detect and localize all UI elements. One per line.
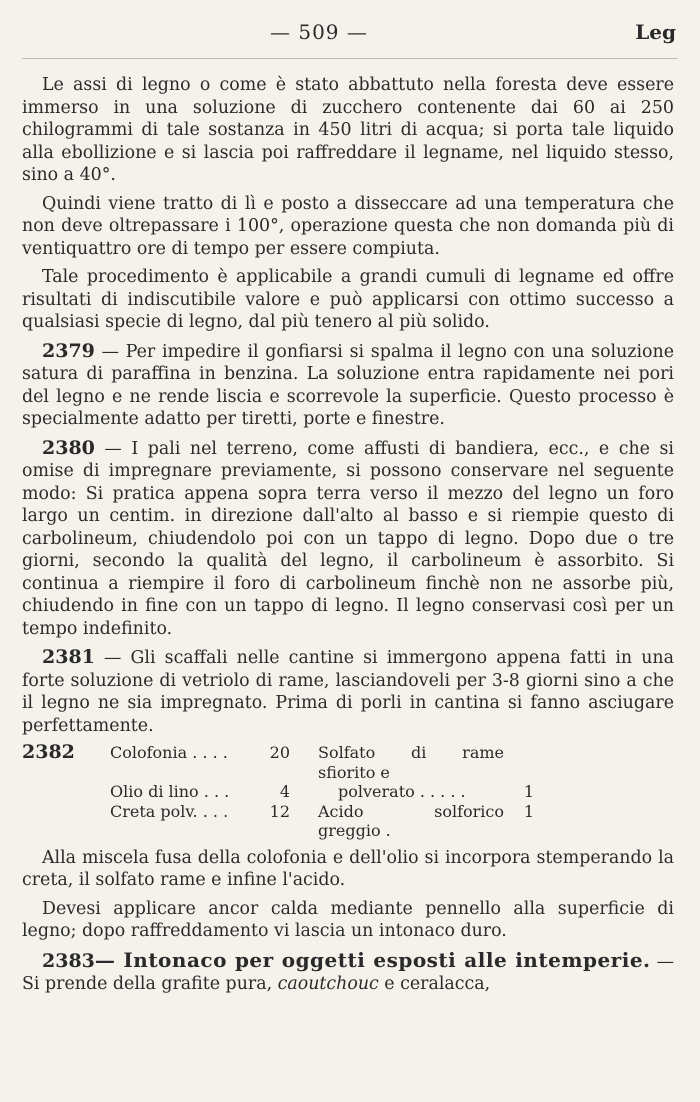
header-rule (22, 58, 678, 59)
ingredient-name: Olio di lino . . . (110, 782, 230, 801)
entry-number: 2383 (42, 949, 95, 972)
paragraph: Devesi applicare ancor calda mediante pennello alla superficie di legno; dopo raffreddamento vi lascia un intonaco duro. (22, 898, 674, 941)
paragraph: Alla miscela fusa della colofonia e dell'olio si incorpora stemperando la creta, il solfato rame e infine l'acido. (22, 847, 674, 890)
ingredient-qty: 12 (269, 801, 290, 821)
entry-title: — Intonaco per oggetti esposti alle intemperie. (94, 947, 651, 972)
ingredient-qty: 4 (279, 782, 290, 801)
ingredient-qty: 20 (269, 743, 290, 762)
entry-text: e ceralacca, (378, 974, 491, 994)
entry-2381 (22, 646, 674, 737)
ingredient-name: polverato . . . . . (338, 782, 466, 801)
entry-text: — Per impedire il gonfiarsi si spalma il legno con una soluzione satura di paraffina in benzina. La soluzione entra rapidamente nei pori del legno e ne rende liscia e scorrevole la superficie. Questo processo è specialmente adatto per tiretti, porte e finestre. (22, 341, 674, 429)
entry-text: — Gli scaffali nelle cantine si immergono appena fatti in una forte soluzione di vetriolo di rame, lasciandoveli per 3-8 giorni sino a che il legno ne sia impregnato. Prima di porli in cantina si fanno asciugare perfettamente. (22, 648, 674, 736)
entry-text: — I pali nel terreno, come affusti di bandiera, ecc., e che si omise di impregnare previamente, si possono conservare nel seguente modo: Si pratica appena sopra terra verso il mezzo del legno un foro largo un centim. in direzione dall'alto al basso e si riempie questo di carbolineum, chiudendolo poi con un tappo di legno. Dopo due o tre giorni, secondo la qualità del legno, il carbolineum è assorbito. Si continua a riempire il foro di carbolineum finchè non ne assorbe più, chiudendo in fine con un tappo di legno. Il legno conservasi così per un tempo indefinito. (22, 438, 674, 639)
paragraph: Le assi di legno o come è stato abbattuto nella foresta deve essere immerso in una soluzione di zucchero contenente dai 60 ai 250 chilogrammi di tale sostanza in 450 litri di acqua; si porta tale liquido alla ebollizione e si lascia poi raffreddare il legname, nel liquido stesso, sino a 40°. (22, 75, 674, 185)
page-number: — 509 — (270, 20, 368, 44)
entry-number: 2382 (22, 741, 75, 763)
ingredient-name: Acido solforico greggio . (318, 801, 504, 840)
entry-number: 2379 (42, 339, 95, 362)
paragraph: Tale procedimento è applicabile a grandi cumuli di legname ed offre risultati di indiscutibile valore e può applicarsi con ottimo successo a qualsiasi specie di legno, dal più tenero al più solido. (22, 267, 674, 332)
ingredient-name: Solfato di rame sfiorito e (318, 743, 504, 782)
entry-2380 (22, 437, 674, 641)
running-head: Leg (635, 20, 676, 44)
ingredient-name: Colofonia . . . . (110, 743, 228, 762)
entry-number: 2380 (42, 436, 95, 459)
page-body (22, 74, 674, 1002)
recipe-table-2382 (22, 743, 674, 841)
ingredient-name: Creta polv. . . . (110, 801, 229, 821)
entry-text-italic: caoutchouc (277, 974, 379, 994)
entry-number: 2381 (42, 646, 95, 668)
entry-2383 (22, 949, 674, 996)
ingredient-qty: 1 (523, 801, 534, 821)
ingredient-qty: 1 (523, 782, 534, 801)
ingredient-qty (504, 743, 534, 782)
entry-text: — Si prende della grafite pura, (22, 951, 675, 994)
entry-2379 (22, 340, 674, 431)
page-header (0, 18, 700, 48)
paragraph: Quindi viene tratto di lì e posto a disseccare ad una temperatura che non deve oltrepassare i 100°, operazione questa che non domanda più di ventiquattro ore di tempo per essere compiuta. (22, 193, 674, 259)
